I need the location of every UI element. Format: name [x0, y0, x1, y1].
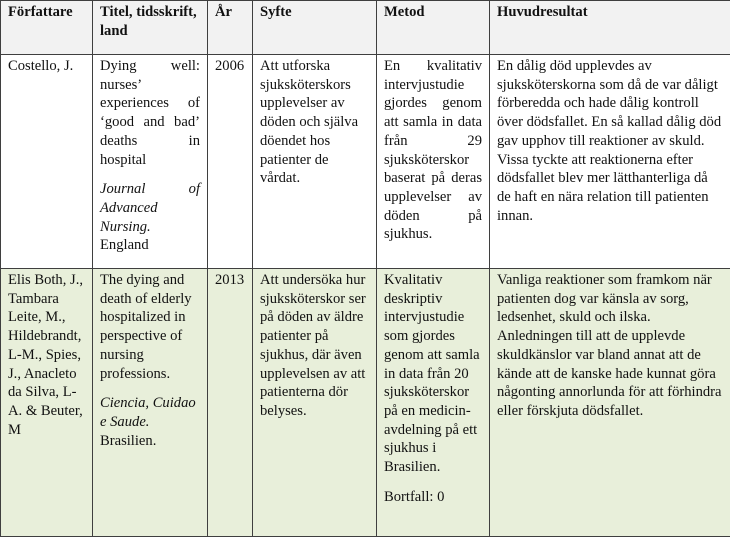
header-year: År: [208, 1, 253, 55]
header-result: Huvudresultat: [490, 1, 730, 55]
title-text: Dying well: nurses’ experiences of ‘good and bad’ deaths in hospital: [100, 58, 200, 168]
cell-year: 2013: [208, 269, 253, 537]
cell-method: [377, 55, 490, 269]
cell-result: En dålig död upplevdes av sjuksköterskorna som då de var dåligt förberedda och hade dålig kontroll över dödsfallet. En så kallad dålig död gav upphov till reaktioner av skuld. Vissa tyckte att reaktionerna efter dödsfallet blev mer lätthanterliga då de haft en nära relation till patienten innan.: [490, 55, 730, 269]
method-text: En kvalitativ intervjustudie gjordes genom att samla in data från 29 sjuksköterskor baserat på deras upplevelser av döden på sjukhus.: [384, 58, 482, 243]
cell-title: [93, 269, 208, 537]
header-author: Författare: [1, 1, 93, 55]
cell-method: [377, 269, 490, 537]
country-text: England: [100, 237, 149, 254]
header-purpose: Syfte: [253, 1, 377, 55]
header-method: Metod: [377, 1, 490, 55]
journal-text: Ciencia, Cuidao e Saude.: [100, 395, 196, 430]
country-text: Brasilien.: [100, 432, 157, 449]
cell-result: Vanliga reaktioner som framkom när patienten dog var känsla av sorg, ledsenhet, skuld och ilska. Anledningen till att de upplevde skuldkänslor var bland annat att de kände att de kanske hade kunnat göra någonting annorlunda för att förhindra eller förskjuta dödsfallet.: [490, 269, 730, 537]
cell-purpose: Att utforska sjuksköterskors upplevelser av döden och själva döendet hos patienter de vårdat.: [253, 55, 377, 269]
cell-purpose: Att undersöka hur sjuksköterskor ser på döden av äldre patienter på sjukhus, där även upplevelsen av att patienterna dör belyses.: [253, 269, 377, 537]
cell-author: Elis Both, J., Tambara Leite, M., Hildebrandt, L-M., Spies, J., Anacleto da Silva, L-A. & Beuter, M: [1, 269, 93, 537]
title-text: The dying and death of elderly hospitalized in perspective of nursing professions.: [100, 272, 192, 382]
table-row: [1, 55, 730, 269]
header-row: [1, 1, 730, 55]
method-text: Kvalitativ deskriptiv intervjustudie som gjordes genom att samla in data från 20 sjuksköterskor på en medicin-avdelning på ett sjukhus i Brasilien.: [384, 272, 480, 476]
cell-title: [93, 55, 208, 269]
dropout-text: Bortfall: 0: [384, 488, 445, 505]
cell-author: Costello, J.: [1, 55, 93, 269]
journal-text: Journal of Advanced Nursing.: [100, 181, 200, 235]
table-row: [1, 269, 730, 537]
header-title: Titel, tidsskrift, land: [93, 1, 208, 55]
cell-year: 2006: [208, 55, 253, 269]
